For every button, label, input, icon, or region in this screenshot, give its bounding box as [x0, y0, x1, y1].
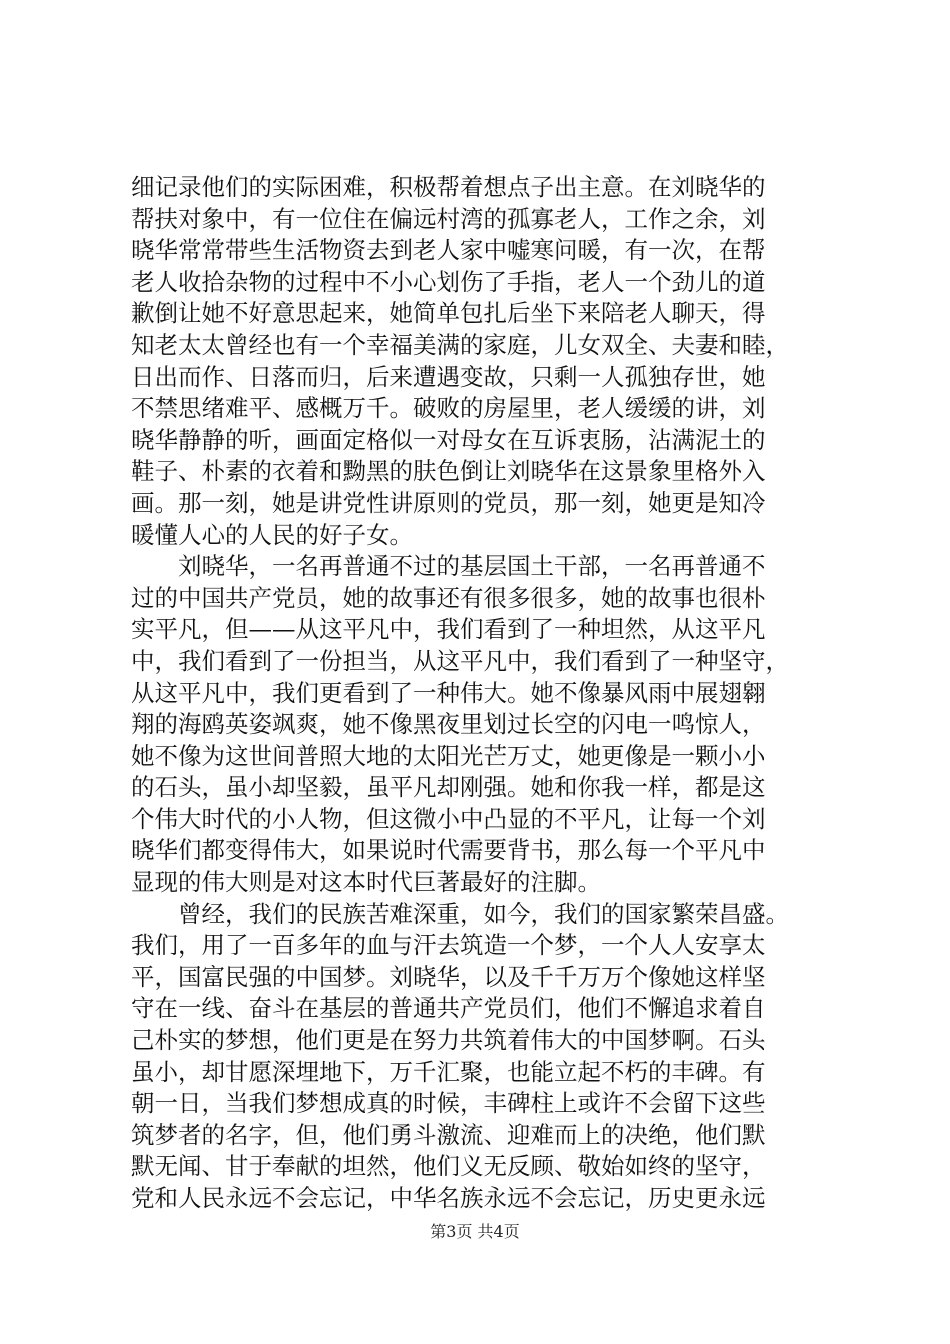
text-line: 细记录他们的实际困难，积极帮着想点子出主意。在刘晓华的	[131, 173, 766, 201]
text-line: 己朴实的梦想，他们更是在努力共筑着伟大的中国梦啊。石头	[131, 1026, 766, 1055]
text-line: 晓华们都变得伟大，如果说时代需要背书，那么每一个平凡中	[131, 836, 766, 865]
text-line: 晓华常常带些生活物资去到老人家中嘘寒问暖，有一次，在帮	[131, 236, 766, 265]
page-footer: 第3页 共4页	[430, 1222, 520, 1241]
text-line: 她不像为这世间普照大地的太阳光芒万丈，她更像是一颗小小	[131, 741, 766, 770]
text-line: 默无闻、甘于奉献的坦然，他们义无反顾、敬始如终的坚守，	[131, 1152, 766, 1181]
text-line: 晓华静静的听，画面定格似一对母女在互诉衷肠，沾满泥土的	[131, 425, 766, 454]
text-line: 中，我们看到了一份担当，从这平凡中，我们看到了一种坚守，	[131, 646, 789, 675]
text-line: 不禁思绪难平、感概万千。破败的房屋里，老人缓缓的讲，刘	[131, 394, 766, 423]
text-line: 画。那一刻，她是讲党性讲原则的党员，那一刻，她更是知冷	[131, 488, 766, 517]
text-line: 知老太太曾经也有一个幸福美满的家庭，儿女双全、夫妻和睦，	[131, 330, 789, 359]
text-line: 翔的海鸥英姿飒爽，她不像黑夜里划过长空的闪电一鸣惊人，	[131, 710, 766, 739]
text-line: 显现的伟大则是对这本时代巨著最好的注脚。	[131, 868, 601, 897]
text-line: 实平凡，但——从这平凡中，我们看到了一种坦然，从这平凡	[131, 615, 766, 644]
text-line: 的石头，虽小却坚毅，虽平凡却刚强。她和你我一样，都是这	[131, 773, 766, 802]
text-line: 党和人民永远不会忘记，中华名族永远不会忘记，历史更永远	[131, 1184, 766, 1212]
text-line: 刘晓华，一名再普通不过的基层国土干部，一名再普通不	[131, 552, 766, 581]
text-line: 虽小，却甘愿深埋地下，万千汇聚，也能立起不朽的丰碑。有	[131, 1057, 766, 1086]
text-line: 朝一日，当我们梦想成真的时候，丰碑柱上或许不会留下这些	[131, 1089, 766, 1118]
text-line: 曾经，我们的民族苦难深重，如今，我们的国家繁荣昌盛。	[131, 899, 789, 928]
text-line: 歉倒让她不好意思起来，她简单包扎后坐下来陪老人聊天，得	[131, 299, 766, 328]
text-line: 过的中国共产党员，她的故事还有很多很多，她的故事也很朴	[131, 583, 766, 612]
text-line: 鞋子、朴素的衣着和黝黑的肤色倒让刘晓华在这景象里格外入	[131, 457, 766, 486]
text-line: 我们，用了一百多年的血与汗去筑造一个梦，一个人人安享太	[131, 931, 766, 960]
text-line: 筑梦者的名字，但，他们勇斗激流、迎难而上的决绝，他们默	[131, 1120, 766, 1149]
text-line: 从这平凡中，我们更看到了一种伟大。她不像暴风雨中展翅翱	[131, 678, 766, 707]
text-line: 个伟大时代的小人物，但这微小中凸显的不平凡，让每一个刘	[131, 804, 766, 833]
text-line: 平，国富民强的中国梦。刘晓华，以及千千万万个像她这样坚	[131, 962, 766, 991]
text-line: 老人收拾杂物的过程中不小心划伤了手指，老人一个劲儿的道	[131, 267, 766, 296]
text-line: 守在一线、奋斗在基层的普通共产党员们，他们不懈追求着自	[131, 994, 766, 1023]
body-text	[131, 172, 831, 1215]
text-line: 日出而作、日落而归，后来遭遇变故，只剩一人孤独存世，她	[131, 362, 766, 391]
text-line: 帮扶对象中，有一位住在偏远村湾的孤寡老人，工作之余，刘	[131, 204, 766, 233]
text-line: 暖懂人心的人民的好子女。	[131, 520, 413, 549]
